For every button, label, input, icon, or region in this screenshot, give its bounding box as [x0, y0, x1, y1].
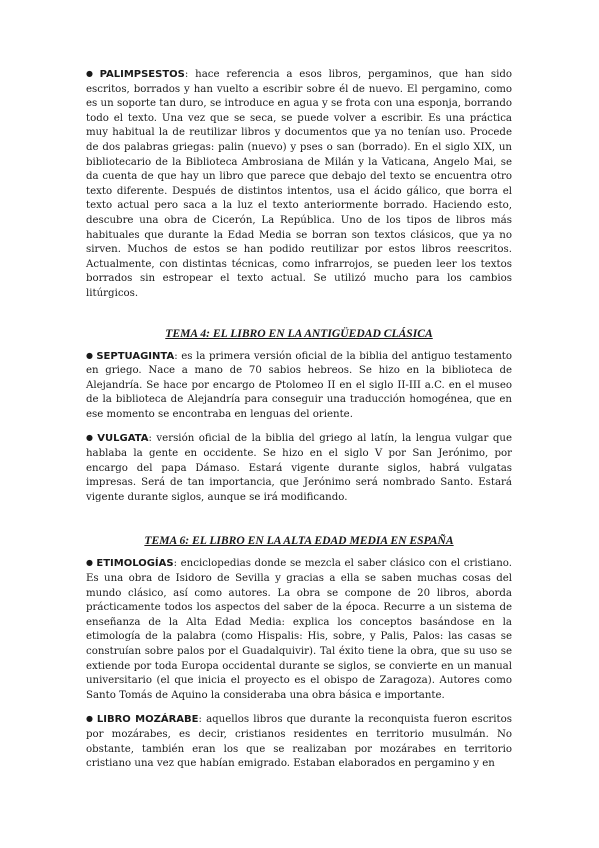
definition-septuaginta: : es la primera versión oficial de la biblia del antiguo testamento en griego. Nace a mano de 70 sabios hebreos. Se hizo en la biblioteca de Alejandría. Se hace por encargo de Ptolomeo II en el siglo II-III a.C. en el museo de la biblioteca de Alejandría para conseguir una traducción homogénea, que en ese momento se encontraba en lenguas del oriente. — [86, 350, 513, 420]
paragraph-libro-mozarabe — [86, 712, 512, 771]
bullet-icon: ● — [86, 433, 95, 443]
bullet-icon: ● — [86, 350, 94, 360]
term-vulgata: VULGATA — [97, 433, 149, 445]
bullet-icon: ● — [86, 714, 94, 724]
term-etimologias: ETIMOLOGÍAS — [96, 558, 174, 570]
section-title-tema-6: TEMA 6: EL LIBRO EN LA ALTA EDAD MEDIA EN ESPAÑA — [144, 534, 454, 548]
definition-etimologias: : enciclopedias donde se mezcla el saber clásico con el cristiano. Es una obra de Isidoro de Sevilla y gracias a ella se saben muchas cosas del mundo clásico, así como autores. La obra se compone de 20 libros, aborda prácticamente todos los aspectos del saber de la época. Recurre a un sistema de enseñanza de la Alta Edad Media: explica los conceptos basándose en la etimología de la palabra (como Hispalis: His, sobre, y Palis, Palos: las casas se construían sobre palos por el Guadalquivir). Tal éxito tiene la obra, que su uso se extiende por toda Europa occidental durante se siglos, se convierte en un manual universitario (el que inicia el proyecto es el obispo de Zaragoza). Autores como Santo Tomás de Aquino la consideraba una obra básica e importante. — [86, 558, 512, 701]
term-libro-mozarabe: LIBRO MOZÁRABE — [96, 714, 199, 726]
bullet-icon: ● — [86, 69, 97, 78]
definition-libro-mozarabe: : aquellos libros que durante la reconquista fueron escritos por mozárabes, es decir, cristianos residentes en territorio musulmán. No obstante, también eran los que se realizaban por mozárabes en territorio cristiano una vez que habían emigrado. Estaban elaborados en pergamino y en — [86, 714, 512, 770]
term-palimpsestos: PALIMPSESTOS — [99, 69, 185, 80]
paragraph-septuaginta — [86, 349, 512, 423]
page-content — [86, 67, 512, 781]
term-septuaginta: SEPTUAGINTA — [96, 350, 175, 362]
paragraph-etimologias — [86, 556, 512, 703]
section-title-tema-4: TEMA 4: EL LIBRO EN LA ANTIGÜEDAD CLÁSICA — [165, 326, 433, 340]
definition-vulgata: : versión oficial de la biblia del griego al latín, la lengua vulgar que hablaba la gente en occidente. Se hizo en el siglo V por San Jerónimo, por encargo del papa Dámaso. Estará vigente durante siglos, habrá vulgatas impresas. Será de tan importancia, que Jerónimo será nombrado Santo. Estará vigente durante siglos, aunque se irá modificando. — [86, 433, 513, 503]
definition-palimpsestos: : hace referencia a esos libros, pergaminos, que han sido escritos, borrados y han vuelto a escribir sobre él de nuevo. El pergamino, como es un soporte tan duro, se introduce en agua y se frota con una esponja, borrando todo el texto. Una vez que se seca, se puede volver a escribir. Es una práctica muy habitual la de reutilizar libros y documentos que ya no tenían uso. Procede de dos palabras griegas: palin (nuevo) y pses o san (borrado). En el siglo XIX, un bibliotecario de la Biblioteca Ambrosiana de Milán y la Vaticana, Angelo Mai, se da cuenta de que hay un libro que parece que debajo del texto se encuentra otro texto diferente. Después de distintos intentos, usa el ácido gálico, que borra el texto actual pero saca a la luz el texto anteriormente borrado. Haciendo esto, descubre una obra de Cicerón, La República. Uno de los tipos de libros más habituales que durante la Edad Media se borran son textos clásicos, que ya no sirven. Muchos de estos se han podido reutilizar por estos libros reescritos. Actualmente, con distintas técnicas, como infrarrojos, se pueden leer los textos borrados sin estropear el texto actual. Se utilizó mucho para los cambios litúrgicos. — [86, 69, 513, 299]
paragraph-palimpsestos — [86, 67, 512, 302]
paragraph-vulgata — [86, 431, 512, 505]
bullet-icon: ● — [86, 558, 94, 568]
